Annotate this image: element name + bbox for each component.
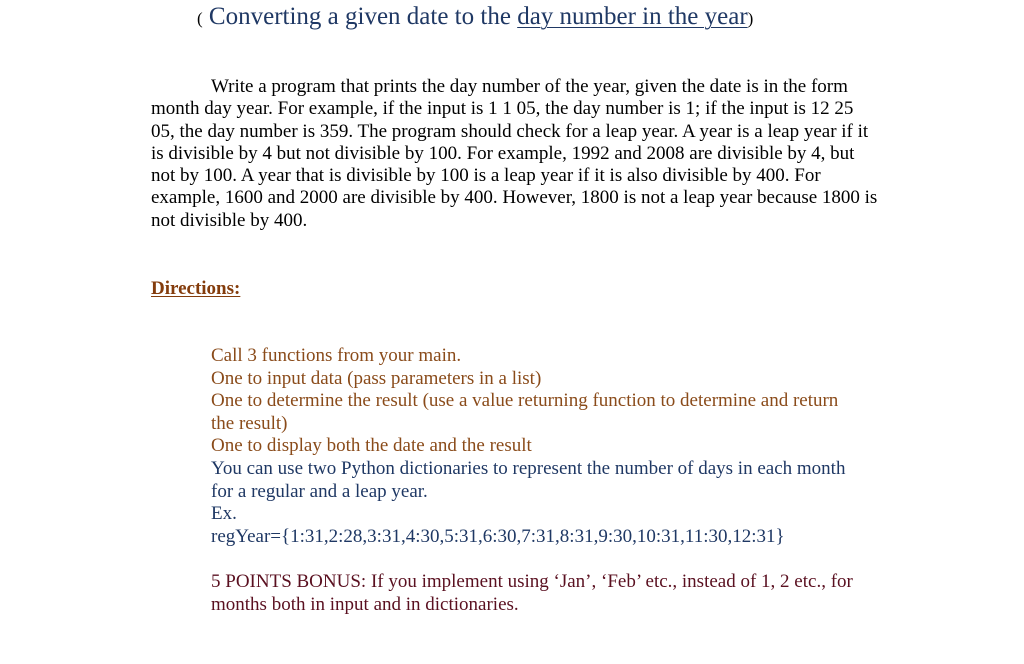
title-close-paren: ) <box>747 9 754 28</box>
title-text: Converting a given date to the <box>208 3 518 30</box>
direction-line-example-label: Ex. <box>211 503 237 525</box>
direction-line-dictionaries: You can use two Python dictionaries to represent the number of days in each month for a regular and a leap year. <box>211 457 846 502</box>
title-open-paren: ( <box>197 9 203 28</box>
direction-line-determine: One to determine the result (use a value returning function to determine and return the result) <box>211 390 839 434</box>
directions-list <box>211 345 861 548</box>
direction-line-example-code: regYear={1:31,2:28,3:31,4:30,5:31,6:30,7:31,8:31,9:30,10:31,11:30,12:31} <box>211 525 785 547</box>
title-underlined-text: day number in the year <box>517 3 748 30</box>
direction-line-display: One to display both the date and the result <box>211 435 532 457</box>
page-title <box>197 3 753 33</box>
problem-statement: Write a program that prints the day number of the year, given the date is in the form month day year. For example, if the input is 1 1 05, the day number is 1; if the input is 12 25 05, the day number is 359. The program should check for a leap year. A year is a leap year if it is divisible by 4 but not divisible by 100. For example, 1992 and 2008 are divisible by 4, but not by 100. A year that is divisible by 100 is a leap year if it is also divisible by 400. For example, 1600 and 2000 are divisible by 400. However, 1800 is not a leap year because 1800 is not divisible by 400. <box>151 76 878 231</box>
bonus-note: 5 POINTS BONUS: If you implement using ‘Jan’, ‘Feb’ etc., instead of 1, 2 etc., for months both in input and in dictionaries. <box>211 571 853 615</box>
direction-line-input: One to input data (pass parameters in a list) <box>211 367 542 389</box>
direction-line-call-functions: Call 3 functions from your main. <box>211 345 462 366</box>
directions-heading: Directions: <box>151 278 241 299</box>
